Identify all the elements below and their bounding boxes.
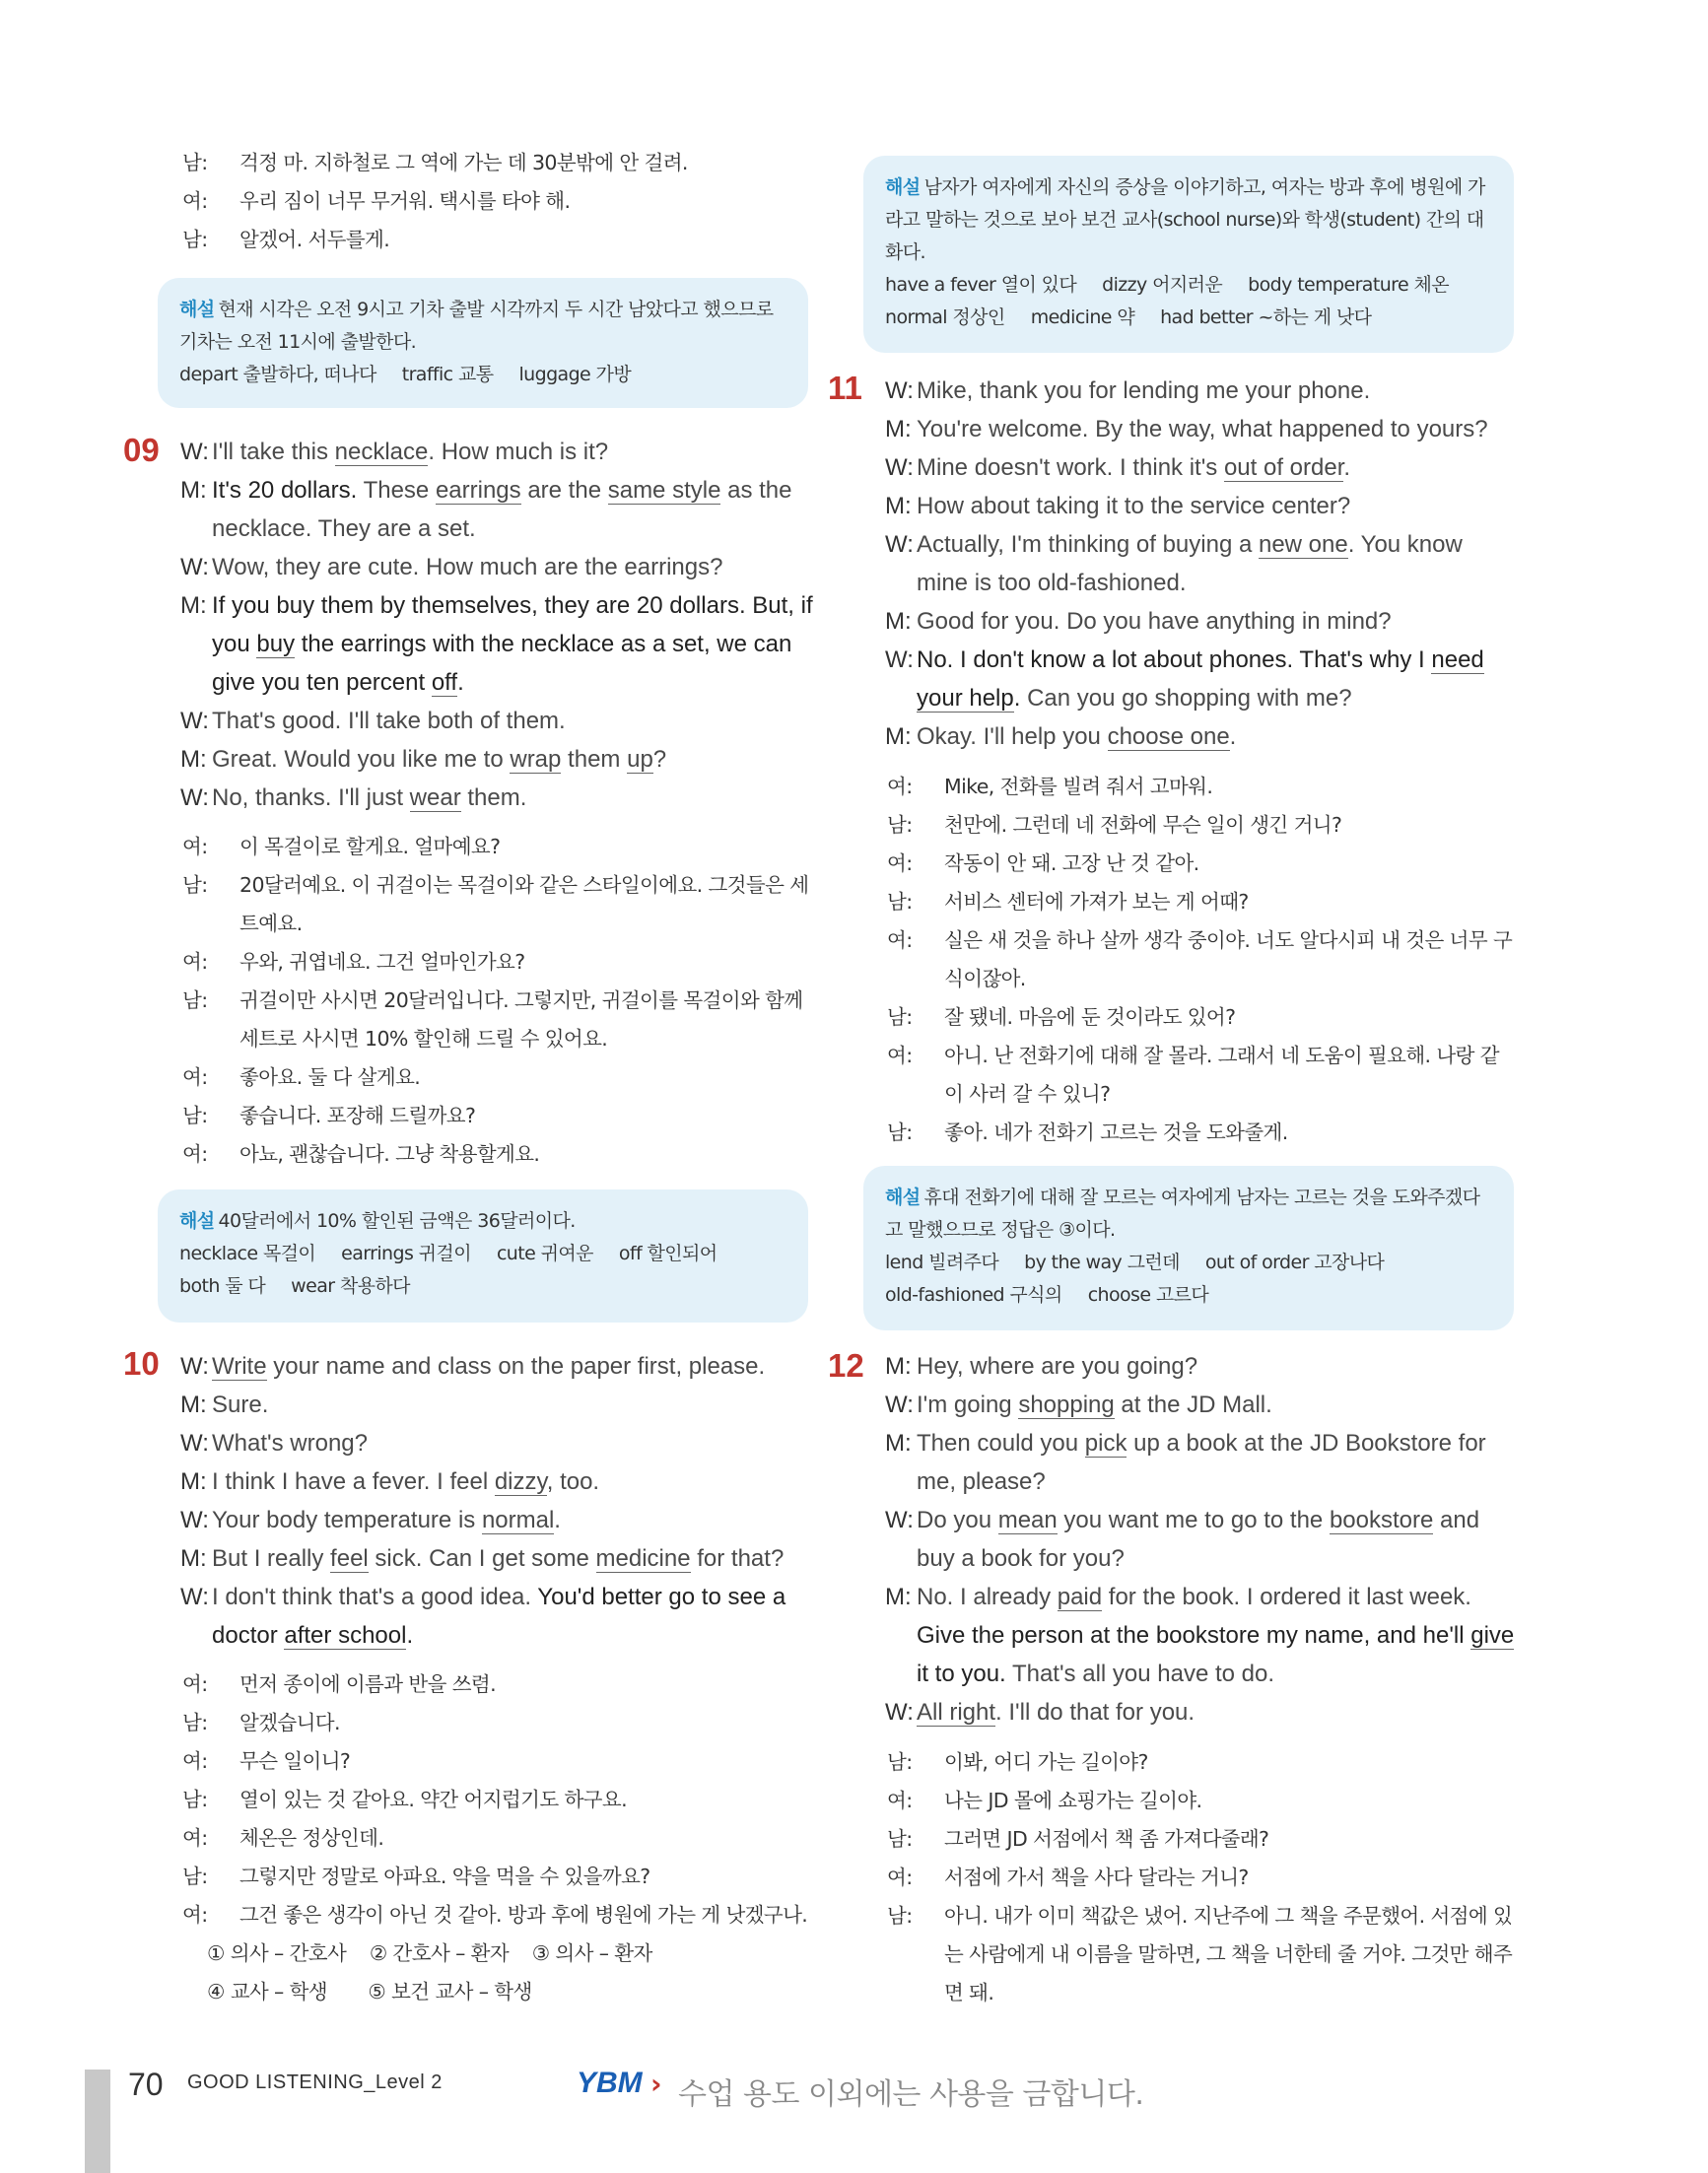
line-text: the earrings with the necklace as a set, we can give you ten percent xyxy=(212,631,792,696)
line-text: 체온은 정상인데. xyxy=(239,1826,384,1850)
underlined-blank: wrap xyxy=(510,746,562,773)
explanation-text: 40달러에서 10% 할인된 금액은 36달러이다. xyxy=(218,1210,576,1232)
en-line xyxy=(180,471,816,548)
line-text: . xyxy=(1343,454,1351,481)
line-text: 그렇지만 정말로 아파요. 약을 먹을 수 있을까요? xyxy=(239,1865,650,1888)
dialogue-10-en xyxy=(180,1347,816,1655)
speaker-label: M: xyxy=(885,723,912,750)
speaker-label: 남: xyxy=(887,890,913,914)
underlined-blank: pick xyxy=(1084,1430,1127,1457)
line-text: Your body temperature is xyxy=(212,1507,482,1533)
en-line xyxy=(885,1578,1516,1693)
line-text: What's wrong? xyxy=(212,1430,368,1457)
line-text: 먼저 종이에 이름과 반을 쓰렴. xyxy=(239,1672,497,1696)
speaker-label: 남: xyxy=(887,1904,913,1928)
vocab-item: off 할인되어 xyxy=(618,1243,717,1264)
speaker-label: 남: xyxy=(182,1104,208,1127)
vocab-item: dizzy 어지러운 xyxy=(1102,274,1223,296)
line-text: 그건 좋은 생각이 아닌 것 같아. 방과 후에 병원에 가는 게 낫겠구나. xyxy=(239,1903,808,1927)
line-text: Can you go shopping with me? xyxy=(1020,685,1352,712)
speaker-label: W: xyxy=(885,531,914,558)
ko-line xyxy=(182,182,813,221)
line-text: and buy a book for you? xyxy=(917,1507,1480,1572)
dialogue-12-en xyxy=(885,1347,1516,1732)
vocab-item: body temperature 체온 xyxy=(1248,274,1449,296)
vocab-item: out of order 고장나다 xyxy=(1204,1252,1385,1273)
vocab-item: traffic 교통 xyxy=(401,364,494,385)
line-text: 알겠습니다. xyxy=(239,1711,340,1734)
page-number: 70 xyxy=(128,2067,164,2102)
line-text: I don't think that's a good idea. xyxy=(212,1584,538,1610)
speaker-label: 여: xyxy=(182,950,208,974)
en-line xyxy=(180,548,816,586)
ko-line xyxy=(182,828,813,866)
vocab-item: necklace 목걸이 xyxy=(179,1243,316,1264)
en-line xyxy=(180,740,816,779)
speaker-label: W: xyxy=(885,377,914,404)
usage-notice: 수업 용도 이외에는 사용을 금합니다. xyxy=(678,2077,1144,2112)
en-line xyxy=(885,410,1516,448)
en-line xyxy=(885,1347,1516,1386)
line-text: 실은 새 것을 하나 살까 생각 중이야. 너도 알다시피 내 것은 너무 구식이잖아. xyxy=(944,928,1513,990)
answer-choices xyxy=(207,1935,818,2011)
speaker-label: 남: xyxy=(887,813,913,837)
line-text: at the JD Mall. xyxy=(1114,1392,1272,1418)
explanation-text: 현재 시각은 오전 9시고 기차 출발 시각까지 두 시간 남았다고 했으므로 기차는 오전 11시에 출발한다. xyxy=(179,299,774,353)
en-line xyxy=(180,702,816,740)
speaker-label: M: xyxy=(180,592,207,619)
line-text: These xyxy=(357,477,436,504)
line-text: You're welcome. By the way, what happened to yours? xyxy=(917,416,1488,442)
en-line xyxy=(180,1539,816,1578)
line-text: Actually, I'm thinking of buying a xyxy=(917,531,1259,558)
speaker-label: 남: xyxy=(182,1865,208,1888)
speaker-label: 여: xyxy=(182,835,208,858)
line-text: Okay. I'll help you xyxy=(917,723,1108,750)
ko-line xyxy=(182,1896,813,1935)
ko-line xyxy=(887,768,1518,806)
underlined-blank: choose one xyxy=(1107,723,1230,750)
line-text: 나는 JD 몰에 쇼핑가는 길이야. xyxy=(944,1789,1202,1812)
vocab-item: earrings 귀걸이 xyxy=(341,1243,471,1264)
choices-line-2: ④ 교사 – 학생 ⑤ 보건 교사 – 학생 xyxy=(207,1980,532,2003)
speaker-label: M: xyxy=(885,493,912,519)
vocab-list xyxy=(885,1247,1492,1279)
line-text: . xyxy=(406,1622,414,1649)
speaker-label: 남: xyxy=(182,873,208,897)
en-line xyxy=(885,1693,1516,1732)
vocab-item: luggage 가방 xyxy=(518,364,632,385)
speaker-label: 여: xyxy=(182,1142,208,1166)
speaker-label: 여: xyxy=(182,1826,208,1850)
ko-line xyxy=(182,1742,813,1781)
dialogue-09-ko xyxy=(182,828,813,1174)
en-line xyxy=(180,1386,816,1424)
chevron-right-icon: › xyxy=(650,2068,662,2100)
en-line xyxy=(180,433,816,471)
vocab-item: lend 빌려주다 xyxy=(885,1252,999,1273)
line-text: 우와, 귀엽네요. 그건 얼마인가요? xyxy=(239,950,525,974)
ko-line xyxy=(887,998,1518,1037)
speaker-label: 남: xyxy=(182,228,208,251)
line-text: It's 20 dollars. xyxy=(212,477,358,504)
question-number-09: 09 xyxy=(123,432,160,468)
en-line xyxy=(180,1424,816,1462)
speaker-label: W: xyxy=(885,646,914,673)
speaker-label: 여: xyxy=(887,775,913,798)
line-text: How about taking it to the service center? xyxy=(917,493,1351,519)
choices-line-1: ① 의사 – 간호사 ② 간호사 – 환자 ③ 의사 – 환자 xyxy=(207,1941,652,1965)
vocab-list xyxy=(179,1270,786,1303)
speaker-label: 남: xyxy=(182,988,208,1012)
speaker-label: M: xyxy=(885,1430,912,1457)
ko-line xyxy=(887,921,1518,998)
vocab-list xyxy=(885,269,1492,302)
line-text: Great. Would you like me to xyxy=(212,746,511,773)
vocab-item: depart 출발하다, 떠나다 xyxy=(179,364,376,385)
underlined-blank: dizzy xyxy=(494,1468,547,1495)
speaker-label: W: xyxy=(885,454,914,481)
speaker-label: W: xyxy=(180,1507,209,1533)
line-text: it to you. xyxy=(917,1661,1006,1687)
en-line xyxy=(180,779,816,817)
ko-line xyxy=(182,144,813,182)
vocab-item: both 둘 다 xyxy=(179,1275,266,1297)
line-text: 열이 있는 것 같아요. 약간 어지럽기도 하구요. xyxy=(239,1788,627,1811)
ko-line xyxy=(182,1781,813,1819)
underlined-blank: paid xyxy=(1057,1584,1103,1610)
underlined-blank: bookstore xyxy=(1329,1507,1434,1533)
line-text: 알겠어. 서두를게. xyxy=(239,228,390,251)
underlined-blank: earrings xyxy=(435,477,521,504)
speaker-label: W: xyxy=(180,1584,209,1610)
speaker-label: 여: xyxy=(887,1044,913,1067)
vocab-item: medicine 약 xyxy=(1030,306,1135,328)
line-text: But I really xyxy=(212,1545,331,1572)
line-text: your name and class on the paper first, please. xyxy=(266,1353,766,1380)
line-text: . You know mine is too old-fashioned. xyxy=(917,531,1463,596)
en-line xyxy=(885,448,1516,487)
line-text: 작동이 안 돼. 고장 난 것 같아. xyxy=(944,851,1199,875)
ko-line xyxy=(182,1665,813,1704)
speaker-label: W: xyxy=(180,708,209,734)
line-text: 서점에 가서 책을 사다 달라는 거니? xyxy=(944,1866,1249,1889)
vocab-item: have a fever 열이 있다 xyxy=(885,274,1077,296)
vocab-item: choose 고르다 xyxy=(1087,1284,1209,1306)
line-text: . xyxy=(457,669,464,696)
ko-line xyxy=(887,1859,1518,1897)
line-text: 좋아. 네가 전화기 고르는 것을 도와줄게. xyxy=(944,1120,1288,1144)
line-text: sick. Can I get some xyxy=(368,1545,596,1572)
speaker-label: W: xyxy=(180,1430,209,1457)
line-text: Mine doesn't work. I think it's xyxy=(917,454,1224,481)
speaker-label: W: xyxy=(885,1699,914,1726)
vocab-item: old-fashioned 구식의 xyxy=(885,1284,1062,1306)
ko-line xyxy=(182,943,813,982)
explanation-text: 휴대 전화기에 대해 잘 모르는 여자에게 남자는 고르는 것을 도와주겠다고 말했으므로 정답은 ③이다. xyxy=(885,1187,1480,1241)
speaker-label: 여: xyxy=(887,851,913,875)
line-text: as the necklace. They are a set. xyxy=(212,477,792,542)
line-text: Do you xyxy=(917,1507,998,1533)
line-text: Give the person at the bookstore my name, and he'll xyxy=(917,1622,1471,1649)
underlined-blank: Write xyxy=(212,1353,267,1380)
line-text: That's all you have to do. xyxy=(1005,1661,1275,1687)
speaker-label: 여: xyxy=(887,1789,913,1812)
underlined-blank: All right xyxy=(917,1699,996,1726)
speaker-label: 여: xyxy=(887,928,913,952)
speaker-label: W: xyxy=(885,1392,914,1418)
en-line xyxy=(885,602,1516,641)
line-text: Mike, thank you for lending me your phone. xyxy=(917,377,1371,404)
vocab-item: by the way 그런데 xyxy=(1024,1252,1180,1273)
underlined-blank: feel xyxy=(330,1545,369,1572)
speaker-label: M: xyxy=(180,477,207,504)
line-text: 이봐, 어디 가는 길이야? xyxy=(944,1750,1148,1774)
question-number-10: 10 xyxy=(123,1345,160,1382)
ko-line xyxy=(182,1858,813,1896)
ko-line xyxy=(887,845,1518,883)
line-text: No, thanks. I'll just xyxy=(212,784,410,811)
question-number-11: 11 xyxy=(828,370,862,406)
ko-line xyxy=(182,1135,813,1174)
explanation-text: 남자가 여자에게 자신의 증상을 이야기하고, 여자는 방과 후에 병원에 가라고 말하는 것으로 보아 보건 교사(school nurse)와 학생(student) 간의 대화다. xyxy=(885,176,1485,263)
en-line xyxy=(180,1462,816,1501)
underlined-blank: normal xyxy=(481,1507,555,1533)
line-text: 귀걸이만 사시면 20달러입니다. 그렇지만, 귀걸이를 목걸이와 함께 세트로 사시면 10% 할인해 드릴 수 있어요. xyxy=(239,988,803,1051)
en-line xyxy=(180,1578,816,1655)
line-text: If you buy them by themselves, they are 20 dollars. But, if you xyxy=(212,592,813,657)
line-text: you want me to go to the xyxy=(1057,1507,1330,1533)
line-text: Good for you. Do you have anything in mind? xyxy=(917,608,1392,635)
vocab-list xyxy=(179,359,786,391)
ko-line xyxy=(887,1037,1518,1114)
speaker-label: 남: xyxy=(182,151,208,174)
speaker-label: 남: xyxy=(887,1827,913,1851)
speaker-label: W: xyxy=(180,439,209,465)
line-text: them xyxy=(561,746,628,773)
explanation-box-08 xyxy=(158,278,808,408)
line-text: 서비스 센터에 가져가 보는 게 어때? xyxy=(944,890,1249,914)
speaker-label: M: xyxy=(180,746,207,773)
line-text: 그러면 JD 서점에서 책 좀 가져다줄래? xyxy=(944,1827,1269,1851)
line-text: Then could you xyxy=(917,1430,1085,1457)
speaker-label: 여: xyxy=(887,1866,913,1889)
line-text: That's good. I'll take both of them. xyxy=(212,708,566,734)
line-text: Wow, they are cute. How much are the earrings? xyxy=(212,554,723,580)
underlined-blank: up xyxy=(627,746,653,773)
line-text: 좋아요. 둘 다 살게요. xyxy=(239,1065,421,1089)
vocab-list xyxy=(885,1279,1492,1312)
line-text: ? xyxy=(652,746,667,773)
en-line xyxy=(885,1501,1516,1578)
ko-line xyxy=(182,866,813,943)
en-line xyxy=(180,1501,816,1539)
speaker-label: M: xyxy=(885,1584,912,1610)
underlined-blank: necklace xyxy=(334,439,429,465)
en-line xyxy=(885,372,1516,410)
ybm-logo: YBM xyxy=(577,2067,643,2099)
speaker-label: M: xyxy=(180,1545,207,1572)
line-text: I'm going xyxy=(917,1392,1019,1418)
line-text: for the book. I ordered it last week. xyxy=(1102,1584,1471,1610)
dialogue-11-ko xyxy=(887,768,1518,1152)
underlined-blank: give xyxy=(1470,1622,1515,1649)
line-text: for that? xyxy=(690,1545,785,1572)
underlined-blank: after school xyxy=(284,1622,407,1649)
explanation-tag: 해설 xyxy=(179,299,215,320)
line-text: are the xyxy=(520,477,608,504)
underlined-blank: new one xyxy=(1258,531,1348,558)
en-line xyxy=(885,1424,1516,1501)
speaker-label: M: xyxy=(885,416,912,442)
line-text: 아니. 난 전화기에 대해 잘 몰라. 그래서 네 도움이 필요해. 나랑 같이 사러 갈 수 있니? xyxy=(944,1044,1499,1106)
speaker-label: 남: xyxy=(182,1711,208,1734)
line-text: I'll take this xyxy=(212,439,335,465)
ko-line xyxy=(887,806,1518,845)
line-text: 아뇨, 괜찮습니다. 그냥 착용할게요. xyxy=(239,1142,540,1166)
speaker-label: 여: xyxy=(182,1903,208,1927)
dialogue-11-en xyxy=(885,372,1516,756)
question-number-12: 12 xyxy=(828,1347,864,1384)
line-text: 20달러예요. 이 귀걸이는 목걸이와 같은 스타일이에요. 그것들은 세트예요. xyxy=(239,873,809,935)
underlined-blank: out of order xyxy=(1223,454,1344,481)
en-line xyxy=(180,1347,816,1386)
dialogue-10-ko xyxy=(182,1665,813,1935)
line-text: up a book at the JD Bookstore for me, please? xyxy=(917,1430,1486,1495)
vocab-item: wear 착용하다 xyxy=(291,1275,410,1297)
en-line xyxy=(885,717,1516,756)
speaker-label: 여: xyxy=(182,1749,208,1773)
underlined-blank: need your help xyxy=(917,646,1484,712)
ko-line xyxy=(182,982,813,1058)
explanation-tag: 해설 xyxy=(885,176,921,198)
explanation-tag: 해설 xyxy=(885,1187,921,1208)
underlined-blank: same style xyxy=(607,477,721,504)
line-text: . I'll do that for you. xyxy=(995,1699,1196,1726)
line-text: Mike, 전화를 빌려 줘서 고마워. xyxy=(944,775,1213,798)
ko-line xyxy=(182,1058,813,1097)
line-text: 잘 됐네. 마음에 둔 것이라도 있어? xyxy=(944,1005,1236,1029)
line-text: You'd better go to see a doctor xyxy=(212,1584,786,1649)
underlined-blank: buy xyxy=(256,631,296,657)
en-line xyxy=(885,1386,1516,1424)
speaker-label: M: xyxy=(180,1468,207,1495)
explanation-box-09 xyxy=(158,1189,808,1323)
line-text: 아니. 내가 이미 책값은 냈어. 지난주에 그 책을 주문했어. 서점에 있는 사람에게 내 이름을 말하면, 그 책을 너한테 줄 거야. 그것만 해주면 돼. xyxy=(944,1904,1513,2004)
vocab-list xyxy=(179,1238,786,1270)
explanation-tag: 해설 xyxy=(179,1210,215,1232)
speaker-label: W: xyxy=(180,1353,209,1380)
en-line xyxy=(180,586,816,702)
top-dialogue-ko xyxy=(182,144,813,259)
vocab-list xyxy=(885,302,1492,334)
line-text: 좋습니다. 포장해 드릴까요? xyxy=(239,1104,476,1127)
line-text: . xyxy=(1229,723,1237,750)
line-text: , too. xyxy=(546,1468,600,1495)
ko-line xyxy=(887,883,1518,921)
ko-line xyxy=(887,1743,1518,1782)
ko-line xyxy=(182,1097,813,1135)
speaker-label: W: xyxy=(180,784,209,811)
dialogue-12-ko xyxy=(887,1743,1518,2012)
underlined-blank: shopping xyxy=(1018,1392,1115,1418)
speaker-label: 남: xyxy=(887,1120,913,1144)
speaker-label: M: xyxy=(885,608,912,635)
book-title: GOOD LISTENING_Level 2 xyxy=(187,2071,443,2093)
ko-line xyxy=(182,221,813,259)
ko-line xyxy=(887,1114,1518,1152)
speaker-label: 남: xyxy=(182,1788,208,1811)
line-text: 걱정 마. 지하철로 그 역에 가는 데 30분밖에 안 걸려. xyxy=(239,151,688,174)
line-text: Sure. xyxy=(212,1392,269,1418)
line-text: 무슨 일이니? xyxy=(239,1749,351,1773)
speaker-label: W: xyxy=(885,1507,914,1533)
line-text: Hey, where are you going? xyxy=(917,1353,1198,1380)
line-text: 우리 짐이 너무 무거워. 택시를 타야 해. xyxy=(239,189,571,213)
footer-side-bar xyxy=(85,2070,110,2173)
speaker-label: 여: xyxy=(182,1065,208,1089)
speaker-label: M: xyxy=(180,1392,207,1418)
line-text: . How much is it? xyxy=(428,439,609,465)
en-line xyxy=(885,525,1516,602)
en-line xyxy=(885,641,1516,717)
underlined-blank: medicine xyxy=(595,1545,691,1572)
ko-line xyxy=(182,1704,813,1742)
speaker-label: 남: xyxy=(887,1750,913,1774)
explanation-box-11 xyxy=(863,1166,1514,1330)
underlined-blank: off xyxy=(431,669,458,696)
speaker-label: W: xyxy=(180,554,209,580)
dialogue-09-en xyxy=(180,433,816,817)
line-text: I think I have a fever. I feel xyxy=(212,1468,495,1495)
line-text: . xyxy=(1013,685,1021,712)
speaker-label: 남: xyxy=(887,1005,913,1029)
speaker-label: M: xyxy=(885,1353,912,1380)
line-text: 이 목걸이로 할게요. 얼마예요? xyxy=(239,835,501,858)
en-line xyxy=(885,487,1516,525)
ko-line xyxy=(182,1819,813,1858)
ko-line xyxy=(887,1820,1518,1859)
ko-line xyxy=(887,1897,1518,2012)
line-text: 천만에. 그런데 네 전화에 무슨 일이 생긴 거니? xyxy=(944,813,1342,837)
line-text: . xyxy=(554,1507,561,1533)
speaker-label: 여: xyxy=(182,1672,208,1696)
vocab-item: had better ~하는 게 낫다 xyxy=(1160,306,1372,328)
vocab-item: cute 귀여운 xyxy=(496,1243,593,1264)
vocab-item: normal 정상인 xyxy=(885,306,1005,328)
underlined-blank: mean xyxy=(997,1507,1058,1533)
underlined-blank: wear xyxy=(409,784,461,811)
line-text: No. I already xyxy=(917,1584,1058,1610)
line-text: No. I don't know a lot about phones. That's why I xyxy=(917,646,1432,673)
ko-line xyxy=(887,1782,1518,1820)
speaker-label: 여: xyxy=(182,189,208,213)
line-text: them. xyxy=(460,784,527,811)
explanation-box-10 xyxy=(863,156,1514,353)
